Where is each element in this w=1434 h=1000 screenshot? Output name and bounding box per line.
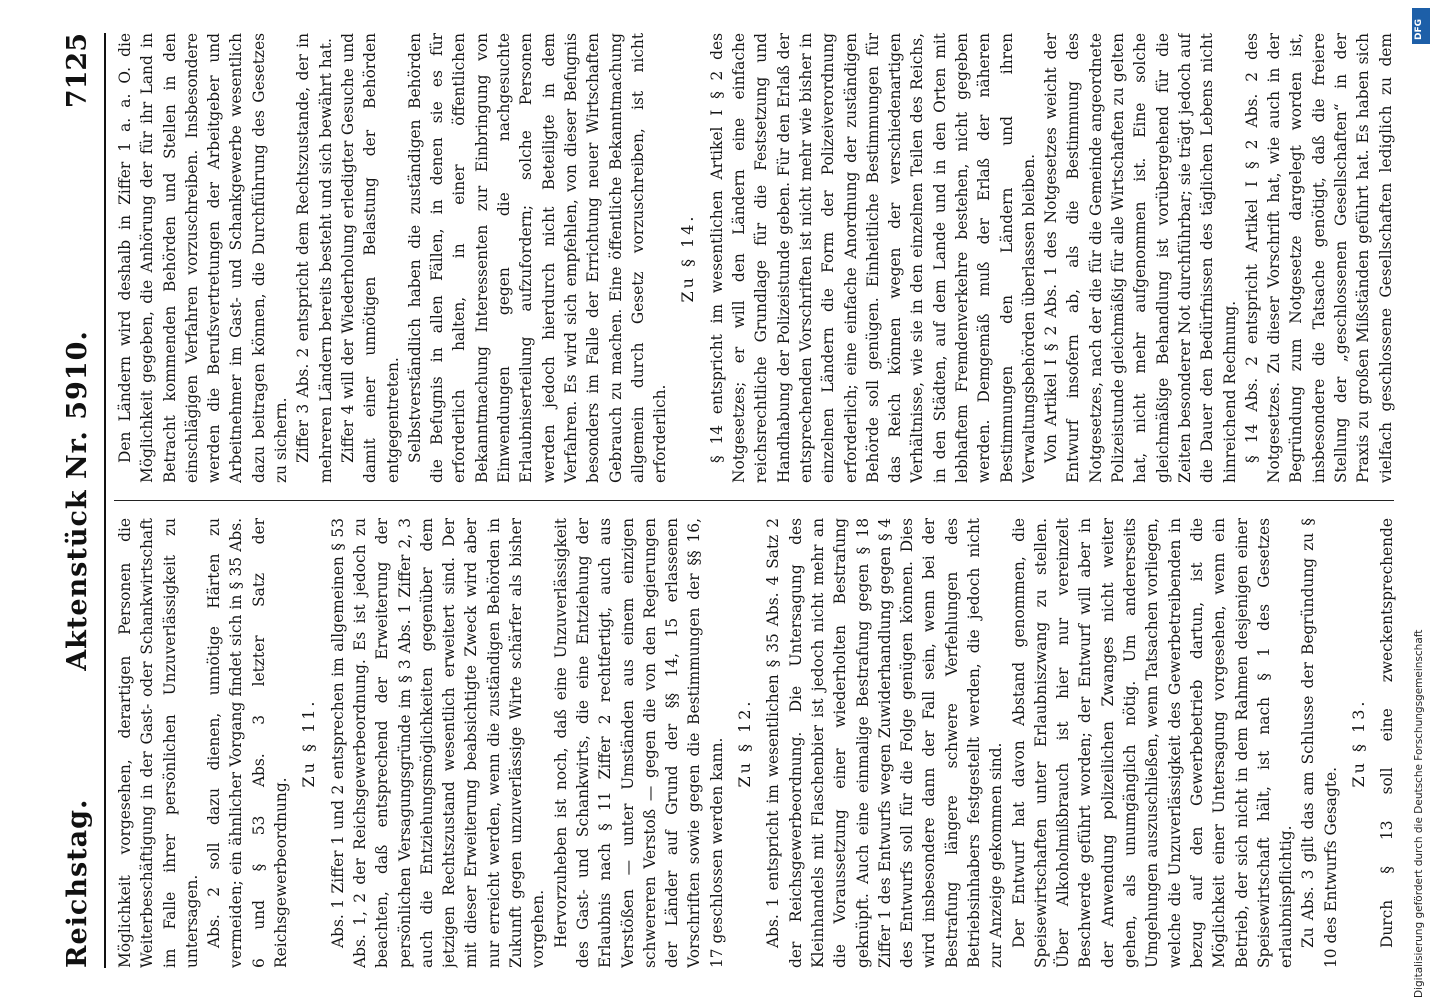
section-heading: Zu § 12. (735, 698, 755, 788)
header-rule (104, 33, 106, 968)
rotated-document-sheet (58, 33, 1403, 968)
paragraph: Möglichkeit vorgesehen, derartigen Personen die Weiterbeschäftigung in der Gast- oder Schankwirtschaft im Falle ihrer persönlichen Unzuverlässigkeit zu untersagen. (116, 518, 201, 968)
paragraph: Hervorzuheben ist noch, daß eine Unzuverlässigkeit des Gast- und Schankwirts, die eine Entziehung der Erlaubnis nach § 11 Ziffer 2 rechtfertigt, auch aus Verstößen — unter Umständen aus einem einzigen schwereren Verstoß — gegen die von den Regierungen der Länder auf Grund der §§ 14, 15 erlassenen Vorschriften sowie gegen die Bestimmungen der §§ 16, 17 geschlossen werden kann. (551, 518, 726, 968)
paragraph: Zu Abs. 3 gilt das am Schlusse der Begründung zu § 10 des Entwurfs Gesagte. (1299, 518, 1340, 968)
right-column (114, 33, 1399, 483)
digitization-note: Digitalisierung gefördert durch die Deutsche Forschungsgemeinschaft (1413, 629, 1425, 998)
paragraph: Selbstverständlich haben die zuständigen Behörden die Befugnis in allen Fällen, in denen sie es für erforderlich halten, in einer öffentlichen Bekanntmachung Interessenten zur Einbringung von Einwendungen gegen die nachgesuchte Erlaubniserteilung aufzufordern; solche Personen werden jedoch hierdurch nicht Beteiligte in dem Verfahren. Es wird sich empfehlen, von dieser Befugnis besonders im Falle der Errichtung neuer Wirtschaften Gebrauch zu machen. Eine öffentliche Bekanntmachung allgemein durch Gesetz vorzuschreiben, ist nicht erforderlich. (405, 33, 670, 483)
paragraph: Durch § 13 soll eine zweckentsprechende (1378, 518, 1397, 948)
paragraph: Abs. 1 entspricht im wesentlichen § 35 Abs. 4 Satz 2 der Reichsgewerbeordnung. Die Untersagung des Kleinhandels mit Flaschenbier ist jedoch nicht mehr an die Voraussetzung einer wiederholten Bestrafung geknüpft. Auch eine einmalige Bestrafung gegen § 18 Ziffer 1 des Entwurfs wegen Zuwiderhandlung gegen § 4 des Entwurfs soll für die Folge genügen können. Dies wird insbesondere dann der Fall sein, wenn bei der Bestrafung längere schwere Verfehlungen des Betriebsinhabers festgestellt werden, die jedoch nicht zur Anzeige gekommen sind. (764, 518, 1006, 968)
paragraph: Der Entwurf hat davon Abstand genommen, die Speisewirtschaften unter Erlaubniszwang zu stellen. Über Alkoholmißbrauch ist hier nur vereinzelt Beschwerde geführt worden; der Entwurf will aber in der Anwendung polizeilichen Zwanges nicht weiter gehen, als unumgänglich nötig. Um andererseits Umgehungen auszuschließen, wenn Tatsachen vorliegen, welche die Unzuverlässigkeit des Gewerbetreibenden in bezug auf den Gewerbebetrieb dartun, ist die Möglichkeit einer Untersagung vorgesehen, wenn ein Betrieb, der sich nicht in dem Rahmen desjenigen einer Speisewirtschaft hält, ist nach § 1 des Gesetzes erlaubnispflichtig. (1009, 518, 1296, 968)
section-heading: Zu § 14. (678, 213, 698, 303)
paragraph: Von Artikel I § 2 Abs. 1 des Notgesetzes weicht der Entwurf insofern ab, als die Bestimmung des Notgesetzes, nach der die für die Gemeinde angeordnete Polizeistunde gleichmäßig für alle Wirtschaften zu gelten hat, nicht mehr aufgenommen ist. Eine solche gleichmäßige Behandlung ist vorübergehend für die Zeiten besonderer Not durchführbar; sie trägt jedoch auf die Dauer den Bedürfnissen des täglichen Lebens nicht hinreichend Rechnung. (1042, 33, 1239, 483)
paragraph: Den Ländern wird deshalb in Ziffer 1 a. a. O. die Möglichkeit gegeben, die Anhörung der für ihr Land in Betracht kommenden Behörden und Stellen in den einschlägigen Verfahren vorzuschreiben. Insbesondere werden die Berufsvertretungen der Arbeitgeber und Arbeitnehmer im Gast- und Schankgewerbe wesentlich dazu beitragen können, die Durchführung des Gesetzes zu sichern. (116, 33, 291, 483)
page-number: 7125 (62, 33, 93, 109)
column-divider (114, 500, 1394, 501)
section-heading: Zu § 13. (1349, 698, 1369, 788)
dfg-logo (1412, 8, 1430, 44)
page-header (58, 33, 102, 968)
dfg-badge-text: DFG (1414, 18, 1424, 40)
paragraph: Abs. 1 Ziffer 1 und 2 entsprechen im allgemeinen § 53 Abs. 1, 2 der Reichsgewerbeordnung. Es ist jedoch zu beachten, daß entsprechend der Erweiterung der persönlichen Versagungsgründe im § 3 Abs. 1 Ziffer 2, 3 auch die Entziehungsmöglichkeiten gegenüber dem jetzigen Rechtszustand wesentlich erweitert sind. Der mit dieser Erweiterung beabsichtigte Zweck wird aber nur erreicht werden, wenn die zuständigen Behörden in Zukunft gegen unzuverlässige Wirte schärfer als bisher vorgehen. (328, 518, 548, 968)
paragraph: § 14 entspricht im wesentlichen Artikel I § 2 des Notgesetzes; er will den Ländern eine einfache reichsrechtliche Grundlage für die Festsetzung und Handhabung der Polizeistunde geben. Für den Erlaß der entsprechenden Vorschriften ist nicht mehr wie bisher in einzelnen Ländern die Form der Polizeiverordnung erforderlich; eine einfache Anordnung der zuständigen Behörde soll genügen. Einheitliche Bestimmungen für das Reich können wegen der verschiedenartigen Verhältnisse, wie sie in den einzelnen Teilen des Reichs, in den Städten, auf dem Lande und in den Orten mit lebhaftem Fremdenverkehre bestehen, nicht gegeben werden. Demgemäß muß der Erlaß der näheren Bestimmungen den Ländern und ihren Verwaltungsbehörden überlassen bleiben. (707, 33, 1038, 483)
paragraph: § 14 Abs. 2 entspricht Artikel I § 2 Abs. 2 des Notgesetzes. Zu dieser Vorschrift hat, wie auch in der Begründung zum Notgesetze dargelegt worden ist, insbesondere die Tatsache genötigt, daß die freiere Stellung der „geschlossenen Gesellschaften“ in der Praxis zu großen Mißständen geführt hat. Es haben sich vielfach geschlossene Gesellschaften lediglich zu dem (1242, 33, 1395, 483)
left-column (114, 518, 1399, 968)
paragraph: Abs. 2 soll dazu dienen, unnötige Härten zu vermeiden; ein ähnlicher Vorgang findet sich in § 35 Abs. 6 und § 53 Abs. 3 letzter Satz der Reichsgewerbeordnung. (205, 518, 291, 968)
header-title: Aktenstück Nr. 5910. (62, 330, 93, 671)
section-heading: Zu § 11. (299, 698, 319, 788)
header-left: Reichstag. (62, 798, 93, 968)
paragraph: Ziffer 4 will der Wiederholung erledigter Gesuche und damit einer unnötigen Belastung der Behörden entgegentreten. (338, 33, 402, 483)
digitization-sidebar (1408, 8, 1434, 998)
paragraph: Ziffer 3 Abs. 2 entspricht dem Rechtszustande, der in mehreren Ländern bereits besteht und sich bewährt hat. (294, 33, 335, 483)
